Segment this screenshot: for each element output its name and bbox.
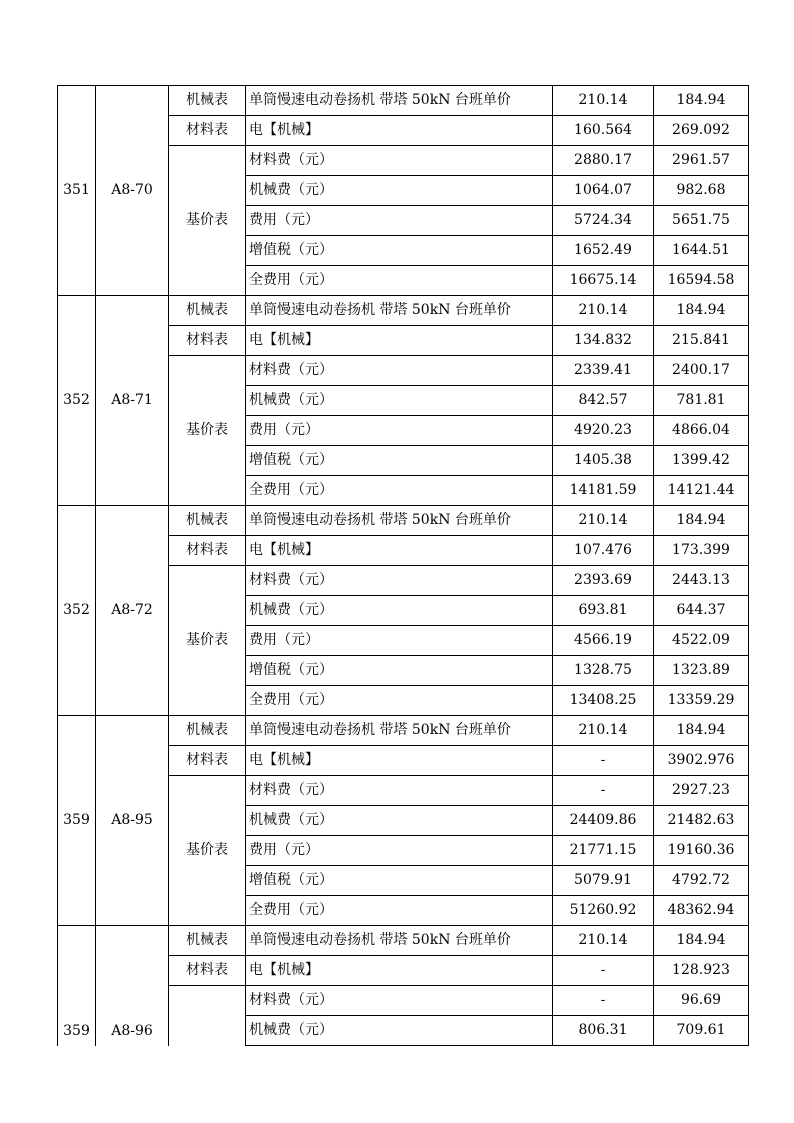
value-original: 1652.49: [553, 236, 654, 266]
value-adjusted: 2961.57: [654, 146, 749, 176]
value-original: 5724.34: [553, 206, 654, 236]
value-original: 806.31: [553, 1016, 654, 1046]
item-name: 增值税（元）: [246, 866, 553, 896]
value-original: -: [553, 986, 654, 1016]
value-adjusted: 48362.94: [654, 896, 749, 926]
item-name: 单筒慢速电动卷扬机 带塔 50kN 台班单价: [246, 716, 553, 746]
price-table: [57, 85, 749, 1046]
value-adjusted: 4792.72: [654, 866, 749, 896]
value-original: 21771.15: [553, 836, 654, 866]
value-original: 4920.23: [553, 416, 654, 446]
item-name: 全费用（元）: [246, 266, 553, 296]
value-adjusted: 982.68: [654, 176, 749, 206]
value-original: 210.14: [553, 506, 654, 536]
value-original: 842.57: [553, 386, 654, 416]
item-name: 增值税（元）: [246, 656, 553, 686]
item-name: 费用（元）: [246, 626, 553, 656]
value-adjusted: 13359.29: [654, 686, 749, 716]
value-original: 51260.92: [553, 896, 654, 926]
table-type: [169, 986, 246, 1046]
quota-code: A8-95: [96, 716, 169, 926]
value-original: 1405.38: [553, 446, 654, 476]
value-original: 160.564: [553, 116, 654, 146]
value-adjusted: 4522.09: [654, 626, 749, 656]
value-adjusted: 2443.13: [654, 566, 749, 596]
table-type: 机械表: [169, 506, 246, 536]
value-adjusted: 14121.44: [654, 476, 749, 506]
item-name: 电【机械】: [246, 956, 553, 986]
value-original: 134.832: [553, 326, 654, 356]
table-row: [58, 296, 749, 326]
value-original: 2393.69: [553, 566, 654, 596]
item-name: 电【机械】: [246, 536, 553, 566]
item-number: 359: [58, 716, 96, 926]
value-original: 210.14: [553, 296, 654, 326]
item-name: 增值税（元）: [246, 446, 553, 476]
value-original: 5079.91: [553, 866, 654, 896]
quota-code: A8-72: [96, 506, 169, 716]
table-row: [58, 926, 749, 956]
item-name: 机械费（元）: [246, 1016, 553, 1046]
table-row: [58, 506, 749, 536]
item-name: 材料费（元）: [246, 566, 553, 596]
value-original: 2880.17: [553, 146, 654, 176]
value-adjusted: 644.37: [654, 596, 749, 626]
table-type: 基价表: [169, 776, 246, 926]
value-adjusted: 16594.58: [654, 266, 749, 296]
value-adjusted: 1323.89: [654, 656, 749, 686]
value-adjusted: 1644.51: [654, 236, 749, 266]
table-type: 机械表: [169, 716, 246, 746]
item-name: 电【机械】: [246, 326, 553, 356]
table-type: 基价表: [169, 356, 246, 506]
value-adjusted: 96.69: [654, 986, 749, 1016]
value-original: -: [553, 776, 654, 806]
quota-code: A8-96: [96, 926, 169, 1046]
value-original: 210.14: [553, 926, 654, 956]
table-row: [58, 716, 749, 746]
quota-code: A8-70: [96, 86, 169, 296]
value-original: 693.81: [553, 596, 654, 626]
table-type: 机械表: [169, 296, 246, 326]
value-adjusted: 21482.63: [654, 806, 749, 836]
item-name: 增值税（元）: [246, 236, 553, 266]
table-type: 材料表: [169, 116, 246, 146]
value-adjusted: 2400.17: [654, 356, 749, 386]
item-name: 全费用（元）: [246, 476, 553, 506]
quota-code: A8-71: [96, 296, 169, 506]
item-name: 单筒慢速电动卷扬机 带塔 50kN 台班单价: [246, 506, 553, 536]
item-name: 单筒慢速电动卷扬机 带塔 50kN 台班单价: [246, 926, 553, 956]
value-adjusted: 19160.36: [654, 836, 749, 866]
value-adjusted: 5651.75: [654, 206, 749, 236]
item-name: 材料费（元）: [246, 986, 553, 1016]
item-name: 单筒慢速电动卷扬机 带塔 50kN 台班单价: [246, 86, 553, 116]
item-name: 机械费（元）: [246, 806, 553, 836]
table-type: 材料表: [169, 746, 246, 776]
value-original: 2339.41: [553, 356, 654, 386]
value-original: -: [553, 746, 654, 776]
value-adjusted: 128.923: [654, 956, 749, 986]
item-name: 材料费（元）: [246, 776, 553, 806]
value-original: 24409.86: [553, 806, 654, 836]
item-name: 电【机械】: [246, 116, 553, 146]
value-adjusted: 1399.42: [654, 446, 749, 476]
item-number: 352: [58, 506, 96, 716]
table-type: 机械表: [169, 926, 246, 956]
value-adjusted: 781.81: [654, 386, 749, 416]
value-original: 14181.59: [553, 476, 654, 506]
table-type: 基价表: [169, 566, 246, 716]
item-name: 费用（元）: [246, 206, 553, 236]
table-type: 材料表: [169, 326, 246, 356]
value-adjusted: 2927.23: [654, 776, 749, 806]
value-original: 107.476: [553, 536, 654, 566]
item-name: 机械费（元）: [246, 176, 553, 206]
value-original: -: [553, 956, 654, 986]
value-adjusted: 215.841: [654, 326, 749, 356]
item-name: 材料费（元）: [246, 356, 553, 386]
value-adjusted: 709.61: [654, 1016, 749, 1046]
item-number: 359: [58, 926, 96, 1046]
table-type: 材料表: [169, 536, 246, 566]
item-name: 费用（元）: [246, 416, 553, 446]
item-name: 全费用（元）: [246, 896, 553, 926]
value-adjusted: 3902.976: [654, 746, 749, 776]
item-name: 材料费（元）: [246, 146, 553, 176]
item-name: 机械费（元）: [246, 596, 553, 626]
value-original: 13408.25: [553, 686, 654, 716]
item-name: 机械费（元）: [246, 386, 553, 416]
item-name: 电【机械】: [246, 746, 553, 776]
table-type: 机械表: [169, 86, 246, 116]
value-original: 210.14: [553, 86, 654, 116]
item-number: 352: [58, 296, 96, 506]
value-original: 4566.19: [553, 626, 654, 656]
value-adjusted: 173.399: [654, 536, 749, 566]
table-type: 基价表: [169, 146, 246, 296]
value-original: 1328.75: [553, 656, 654, 686]
value-original: 210.14: [553, 716, 654, 746]
item-name: 全费用（元）: [246, 686, 553, 716]
table-row: [58, 86, 749, 116]
value-adjusted: 184.94: [654, 296, 749, 326]
value-adjusted: 269.092: [654, 116, 749, 146]
value-adjusted: 184.94: [654, 86, 749, 116]
item-name: 费用（元）: [246, 836, 553, 866]
value-adjusted: 184.94: [654, 926, 749, 956]
value-original: 16675.14: [553, 266, 654, 296]
table-type: 材料表: [169, 956, 246, 986]
item-number: 351: [58, 86, 96, 296]
value-original: 1064.07: [553, 176, 654, 206]
value-adjusted: 4866.04: [654, 416, 749, 446]
item-name: 单筒慢速电动卷扬机 带塔 50kN 台班单价: [246, 296, 553, 326]
value-adjusted: 184.94: [654, 506, 749, 536]
value-adjusted: 184.94: [654, 716, 749, 746]
